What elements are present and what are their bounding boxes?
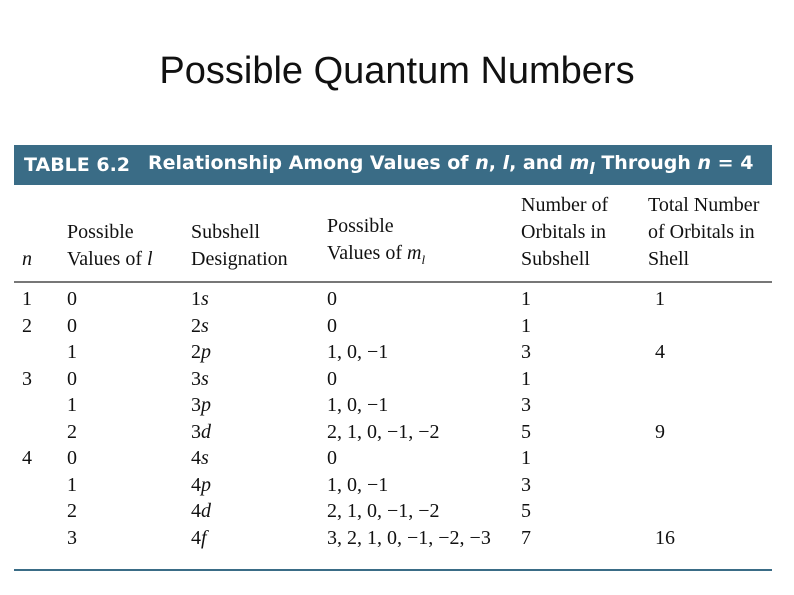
cell-l: 1: [67, 341, 77, 363]
table-body: [14, 283, 772, 569]
cell-orbitals-subshell: 5: [521, 500, 531, 522]
cell-ml: 2, 1, 0, −1, −2: [327, 500, 440, 522]
cell-ml: 0: [327, 288, 337, 310]
cell-orbitals-shell: 1: [655, 288, 665, 310]
cell-orbitals-subshell: 1: [521, 288, 531, 310]
cell-subshell: 2s: [191, 314, 209, 337]
cell-orbitals-shell: 16: [655, 526, 675, 549]
quantum-numbers-table: [14, 185, 772, 569]
cell-orbitals-subshell: 5: [521, 420, 531, 443]
table-banner: [14, 145, 772, 185]
cell-orbitals-subshell: 7: [521, 526, 531, 549]
cell-orbitals-subshell: 3: [521, 341, 531, 363]
cell-n: 2: [22, 314, 32, 337]
table-bottom-rule: [14, 569, 772, 571]
cell-subshell: 3d: [191, 420, 211, 443]
cell-subshell: 4f: [191, 526, 207, 549]
cell-l: 0: [67, 447, 77, 469]
header-orbitals-shell: Total Number of Orbitals in Shell: [648, 194, 760, 270]
cell-l: 0: [67, 288, 77, 310]
cell-subshell: 2p: [191, 341, 211, 363]
header-l: Possible Values of l: [67, 221, 153, 270]
cell-ml: 0: [327, 447, 337, 469]
cell-ml: 1, 0, −1: [327, 341, 389, 363]
cell-orbitals-subshell: 3: [521, 473, 531, 496]
cell-l: 0: [67, 367, 77, 390]
cell-subshell: 3s: [191, 367, 209, 390]
cell-l: 2: [67, 500, 77, 522]
cell-l: 3: [67, 526, 77, 549]
cell-subshell: 3p: [191, 394, 211, 416]
header-ml: Possible Values of $m_l$: [327, 215, 426, 267]
cell-orbitals-shell: 9: [655, 420, 665, 443]
cell-n: 3: [22, 367, 32, 390]
cell-subshell: 1s: [191, 288, 209, 310]
cell-l: 1: [67, 473, 77, 496]
header-subshell: Subshell Designation: [191, 221, 288, 270]
cell-subshell: 4d: [191, 500, 211, 522]
table-tag: TABLE 6.2: [24, 154, 131, 176]
cell-ml: 2, 1, 0, −1, −2: [327, 420, 440, 443]
cell-l: 0: [67, 314, 77, 337]
cell-orbitals-subshell: 3: [521, 394, 531, 416]
cell-orbitals-shell: 4: [655, 341, 665, 363]
cell-orbitals-subshell: 1: [521, 367, 531, 390]
cell-n: 1: [22, 288, 32, 310]
cell-ml: 1, 0, −1: [327, 394, 389, 416]
cell-ml: 0: [327, 314, 337, 337]
slide-title: Possible Quantum Numbers: [159, 50, 635, 92]
cell-l: 1: [67, 394, 77, 416]
cell-n: 4: [22, 447, 32, 469]
table-header: [14, 185, 772, 283]
header-n: n: [22, 248, 32, 270]
cell-subshell: 4p: [191, 473, 211, 496]
cell-subshell: 4s: [191, 447, 209, 469]
table-caption: Relationship Among Values of n, l, and $m_l$ Through n = 4: [148, 152, 754, 178]
cell-l: 2: [67, 420, 77, 443]
cell-ml: 1, 0, −1: [327, 473, 389, 496]
cell-ml: 0: [327, 367, 337, 390]
cell-orbitals-subshell: 1: [521, 314, 531, 337]
cell-orbitals-subshell: 1: [521, 447, 531, 469]
cell-ml: 3, 2, 1, 0, −1, −2, −3: [327, 526, 491, 549]
header-orbitals-subshell: Number of Orbitals in Subshell: [521, 194, 609, 270]
